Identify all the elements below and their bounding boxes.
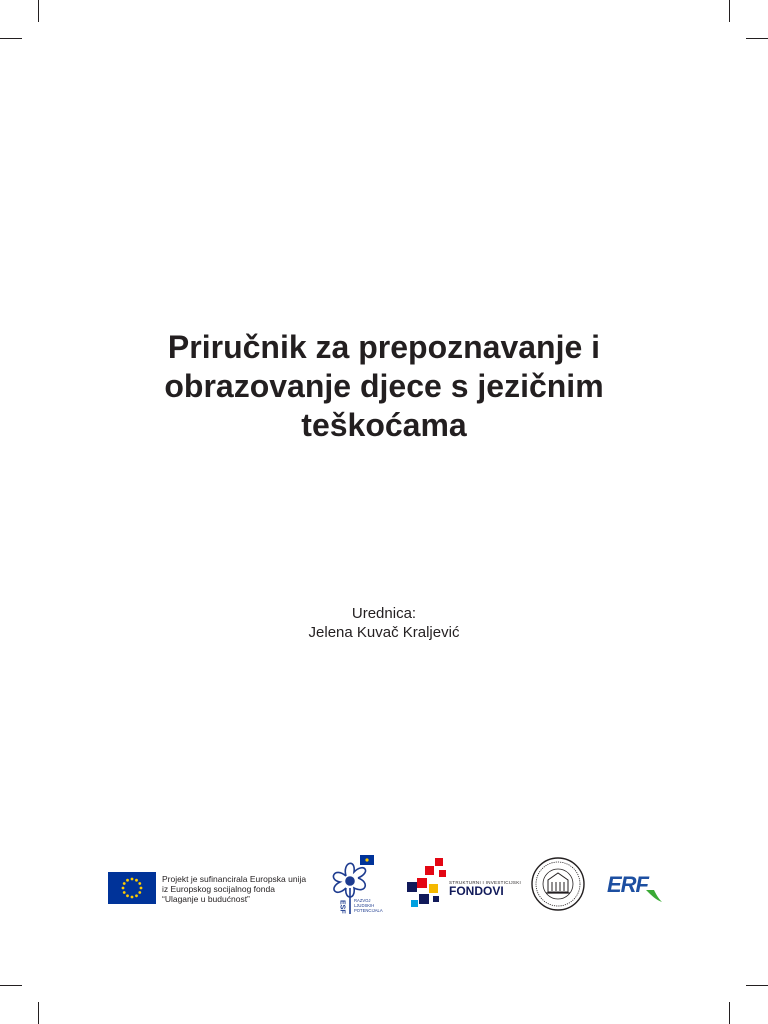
esf-tagline-1: RAZVOJ [354,898,371,903]
eu-caption-line-3: “Ulaganje u budućnost” [162,894,250,904]
university-seal-icon [530,856,586,912]
esf-logo-icon [320,848,392,920]
eu-caption-line-2: iz Europskog socijalnog fonda [162,884,275,894]
title-line-2: obrazovanje djece s jezičnim [164,368,604,404]
erf-text: ERF [607,872,648,897]
title-line-1: Priručnik za prepoznavanje i [167,329,601,365]
crop-mark-top-left-h [0,38,22,39]
document-title [0,328,768,445]
crop-mark-top-right-h [746,38,768,39]
crop-mark-bottom-left-h [0,985,22,986]
editor-block [0,604,768,642]
sponsor-logos [0,840,768,920]
esf-letters: ESF [338,900,346,914]
crop-mark-top-left [38,0,39,22]
esf-tagline-2: LJUDSKIH [354,903,375,908]
esf-tagline-3: POTENCIJALA [354,908,383,913]
crop-mark-bottom-right-h [746,985,768,986]
fondovi-label: STRUKTURNI I INVESTICIJSKI [449,880,522,885]
title-line-3: teškoćama [301,407,467,443]
eu-flag-icon [108,872,156,904]
eu-funding-caption [162,874,306,904]
editor-label: Urednica: [351,605,417,622]
crop-mark-bottom-right [729,1002,730,1024]
crop-mark-bottom-left [38,1002,39,1024]
erf-logo-icon [606,870,676,904]
crop-mark-top-right [729,0,730,22]
editor-name: Jelena Kuvač Kraljević [308,624,460,641]
eu-caption-line-1: Projekt je sufinancirala Europska unija [162,874,307,884]
fondovi-word: FONDOVI [449,884,504,898]
